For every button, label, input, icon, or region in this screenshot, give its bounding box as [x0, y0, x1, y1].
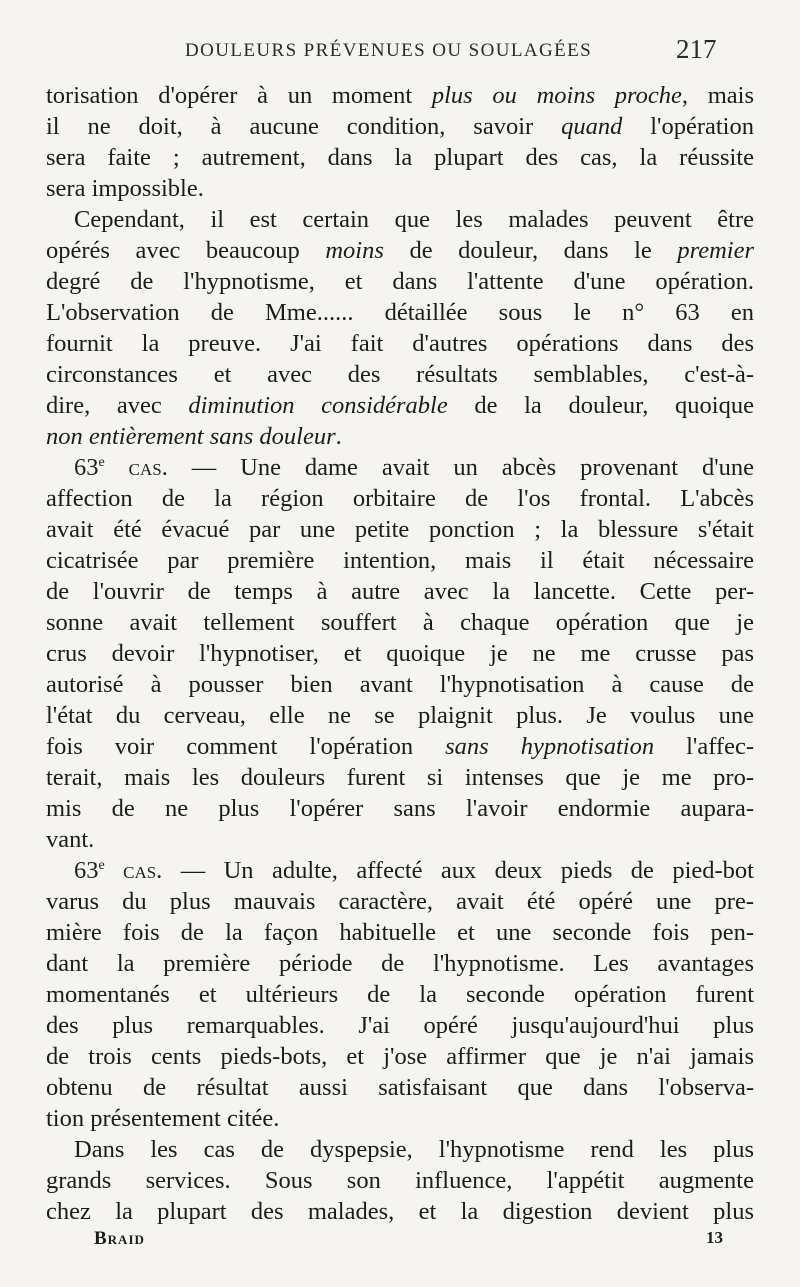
- page-number: 217: [676, 34, 717, 64]
- text-line: [46, 607, 754, 638]
- text-segment: degré de l'hypnotisme, et dans l'attente d'une opération.: [46, 268, 754, 295]
- text-segment: avait été évacué par une petite ponction ; la blessure s'était: [46, 516, 754, 543]
- text-segment: l'état du cerveau, elle ne se plaignit plus. Je voulus une: [46, 702, 754, 729]
- text-segment: Dans les cas de dyspepsie, l'hypnotisme rend les plus: [74, 1136, 754, 1163]
- text-segment: non entièrement sans douleur: [46, 423, 336, 450]
- text-line: [46, 762, 754, 793]
- text-line: [46, 669, 754, 700]
- text-segment: de la douleur, quoique: [447, 392, 754, 419]
- text-segment: sera impossible.: [46, 175, 204, 202]
- text-segment: affection de la région orbitaire de l'os frontal. L'abcès: [46, 485, 754, 512]
- text-segment: 63: [74, 454, 99, 481]
- text-line: [46, 266, 754, 297]
- text-segment: sans hypnotisation: [445, 733, 655, 760]
- text-line: [46, 1010, 754, 1041]
- running-title: DOULEURS PRÉVENUES OU SOULAGÉES: [185, 40, 593, 61]
- text-segment: moins: [325, 237, 384, 264]
- sheet-number: 13: [706, 1228, 723, 1247]
- text-line: [46, 855, 754, 886]
- signature-mark: Braid: [94, 1228, 145, 1249]
- text-line: [46, 204, 754, 235]
- text-line: [46, 700, 754, 731]
- paragraph: [46, 204, 754, 452]
- text-segment: il ne doit, à aucune condition, savoir: [46, 113, 562, 140]
- text-line: [46, 514, 754, 545]
- text-line: [46, 173, 754, 204]
- text-segment: fournit la preuve. J'ai fait d'autres opérations dans des: [46, 330, 754, 357]
- text-segment: varus du plus mauvais caractère, avait été opéré une pre-: [46, 888, 754, 915]
- text-line: [46, 576, 754, 607]
- text-line: [46, 328, 754, 359]
- text-line: [46, 390, 754, 421]
- text-segment: obtenu de résultat aussi satisfaisant que dans l'observa-: [46, 1074, 754, 1101]
- text-segment: Cependant, il est certain que les malades peuvent être: [74, 206, 754, 233]
- paragraph: [46, 452, 754, 855]
- body-text: [46, 80, 754, 1227]
- text-line: [46, 545, 754, 576]
- text-segment: diminution considérable: [188, 392, 448, 419]
- text-segment: vant.: [46, 826, 95, 853]
- text-line: [46, 793, 754, 824]
- text-segment: sonne avait tellement souffert à chaque opération que je: [46, 609, 754, 636]
- text-line: [46, 483, 754, 514]
- text-segment: L'observation de Mme...... détaillée sous le n° 63 en: [46, 299, 754, 326]
- text-segment: des plus remarquables. J'ai opéré jusqu'aujourd'hui plus: [46, 1012, 754, 1039]
- text-line: [46, 359, 754, 390]
- text-segment: e: [98, 454, 105, 470]
- page-header: [0, 34, 800, 68]
- text-line: [46, 731, 754, 762]
- text-segment: tion présentement citée.: [46, 1105, 280, 1132]
- text-segment: l'affec-: [654, 733, 754, 760]
- text-segment: cas.: [104, 454, 168, 481]
- text-segment: sera faite ; autrement, dans la plupart des cas, la réussite: [46, 144, 754, 171]
- text-line: [46, 111, 754, 142]
- text-segment: chez la plupart des malades, et la digestion devient plus: [46, 1198, 754, 1225]
- text-segment: l'opération: [622, 113, 754, 140]
- text-line: [46, 824, 754, 855]
- text-segment: de l'ouvrir de temps à autre avec la lancette. Cette per-: [46, 578, 754, 605]
- text-segment: .: [335, 423, 342, 450]
- text-line: [46, 979, 754, 1010]
- page-footer: [0, 1228, 800, 1252]
- text-segment: — Un adulte, affecté aux deux pieds de pied-bot: [162, 857, 754, 884]
- text-line: [46, 297, 754, 328]
- text-segment: fois voir comment l'opération: [46, 733, 446, 760]
- text-segment: — Une dame avait un abcès provenant d'une: [167, 454, 754, 481]
- text-segment: dire, avec: [46, 392, 189, 419]
- text-line: [46, 948, 754, 979]
- text-segment: autorisé à pousser bien avant l'hypnotisation à cause de: [46, 671, 754, 698]
- text-line: [46, 235, 754, 266]
- text-line: [46, 142, 754, 173]
- text-segment: , mais: [681, 82, 754, 109]
- text-segment: quand: [561, 113, 623, 140]
- text-segment: grands services. Sous son influence, l'appétit augmente: [46, 1167, 754, 1194]
- text-segment: cicatrisée par première intention, mais il était nécessaire: [46, 547, 754, 574]
- text-segment: opérés avec beaucoup: [46, 237, 326, 264]
- text-line: [46, 638, 754, 669]
- text-line: [46, 886, 754, 917]
- paragraph: [46, 80, 754, 204]
- text-line: [46, 1134, 754, 1165]
- text-segment: 63: [74, 857, 99, 884]
- text-line: [46, 917, 754, 948]
- text-segment: de trois cents pieds-bots, et j'ose affirmer que je n'ai jamais: [46, 1043, 754, 1070]
- text-line: [46, 1165, 754, 1196]
- text-segment: mis de ne plus l'opérer sans l'avoir endormie aupara-: [46, 795, 754, 822]
- text-line: [46, 421, 754, 452]
- text-line: [46, 1041, 754, 1072]
- paragraph: [46, 855, 754, 1134]
- text-segment: dant la première période de l'hypnotisme. Les avantages: [46, 950, 754, 977]
- text-segment: cas.: [104, 857, 163, 884]
- text-segment: premier: [677, 237, 755, 264]
- text-line: [46, 1072, 754, 1103]
- text-segment: momentanés et ultérieurs de la seconde opération furent: [46, 981, 754, 1008]
- text-segment: torisation d'opérer à un moment: [46, 82, 432, 109]
- text-segment: circonstances et avec des résultats semblables, c'est-à-: [46, 361, 754, 388]
- text-line: [46, 452, 754, 483]
- text-segment: plus ou moins proche: [431, 82, 682, 109]
- text-segment: crus devoir l'hypnotiser, et quoique je ne me crusse pas: [46, 640, 754, 667]
- text-line: [46, 80, 754, 111]
- text-line: [46, 1196, 754, 1227]
- text-segment: e: [98, 857, 105, 873]
- text-line: [46, 1103, 754, 1134]
- text-segment: de douleur, dans le: [383, 237, 678, 264]
- text-segment: mière fois de la façon habituelle et une seconde fois pen-: [46, 919, 754, 946]
- paragraph: [46, 1134, 754, 1227]
- text-segment: terait, mais les douleurs furent si intenses que je me pro-: [46, 764, 754, 791]
